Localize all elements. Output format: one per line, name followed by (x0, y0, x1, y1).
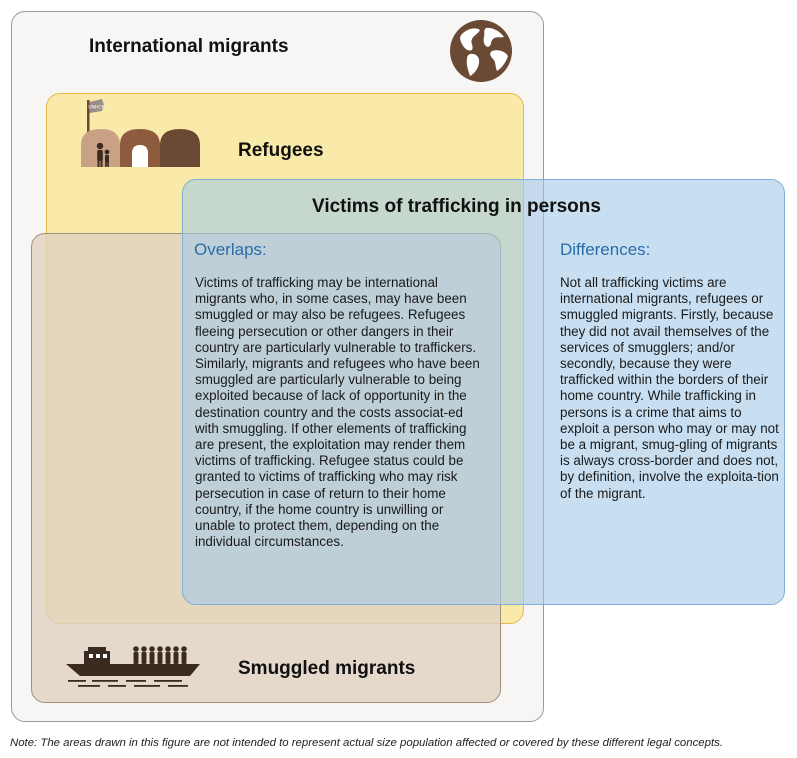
international-migrants-title: International migrants (89, 36, 289, 57)
globe-icon (448, 18, 514, 84)
differences-text: Not all trafficking victims are international migrants, refugees or smuggled migrants. Firstly, because they did not avail themselves of the services of smugglers; and/or secondly, because they were trafficked within the borders of their home country. While trafficking in persons is a crime that aims to exploit a person who may or may not be a migrant, smug-gling of migrants is always cross-border and does not, by definition, involve the exploita-tion of the migrant. (560, 275, 779, 501)
overlaps-text: Victims of trafficking may be international migrants who, in some cases, may have been smuggled or may also be refugees. Refugees fleeing persecution or other dangers in their country are particularly vulnerable to traffickers. Similarly, migrants and refugees who have been smuggled are particularly vulnerable to being exploited because of lack of opportunity in the destination country and the costs associat-ed with smuggling. If other elements of trafficking are present, the exploitation may render them victims of trafficking. Refugee status could be granted to victims of trafficking who may risk persecution in case of return to their home country, if the home country is unwilling or unable to protect them, depending on the individual circumstances. (195, 275, 480, 550)
smuggling-boat-icon (60, 640, 210, 692)
svg-text:UNHCR: UNHCR (88, 105, 105, 111)
refugee-camp-icon (56, 95, 214, 169)
trafficking-title: Victims of trafficking in persons (312, 196, 601, 217)
differences-heading: Differences: (560, 240, 651, 259)
overlaps-heading: Overlaps: (194, 240, 267, 259)
refugees-title: Refugees (238, 140, 324, 161)
figure-note: Note: The areas drawn in this figure are not intended to represent actual size population affected or covered by these different legal concepts. (10, 737, 723, 749)
smuggled-migrants-title: Smuggled migrants (238, 658, 416, 679)
